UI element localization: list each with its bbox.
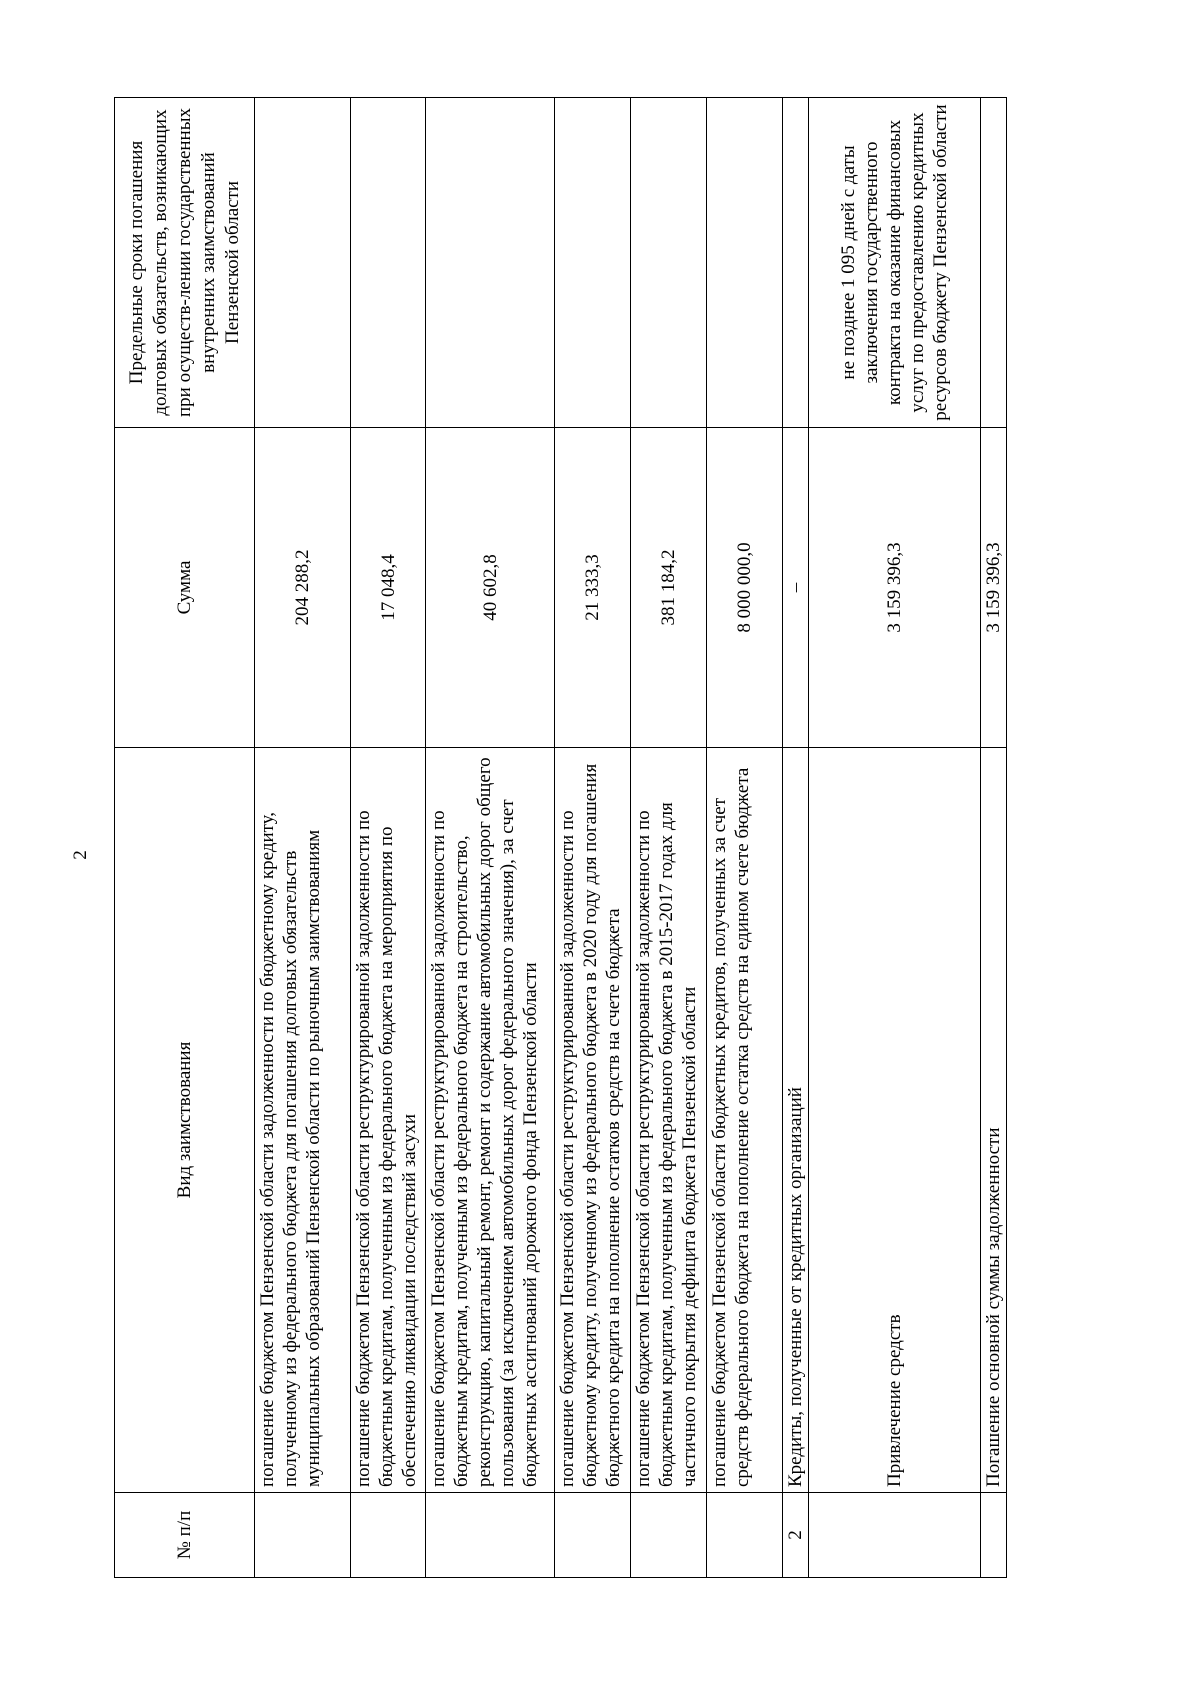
row-term (555, 98, 631, 428)
row-term (631, 98, 707, 428)
row-sum: 40 602,8 (426, 428, 555, 748)
borrowings-table-rotated (114, 98, 1059, 1578)
table-row (707, 98, 783, 1578)
row-sum: 3 159 396,3 (981, 428, 1007, 748)
header-row (115, 98, 255, 1578)
row-kind: Привлечение средств (809, 748, 981, 1493)
row-sum: – (783, 428, 809, 748)
row-kind: погашение бюджетом Пензенской области реструктурированной задолженности по бюджетному кредиту, полученному из федерального бюджета в 2020 году для погашения бюджетного кредита на пополнение остатков средств на счете бюджета (555, 748, 631, 1493)
row-num (351, 1493, 426, 1578)
table-row (555, 98, 631, 1578)
row-kind: погашение бюджетом Пензенской области реструктурированной задолженности по бюджетным кредитам, полученным из федерального бюджета на мероприятия по обеспечению ликвидации последствий засухи (351, 748, 426, 1493)
row-kind: погашение бюджетом Пензенской области реструктурированной задолженности по бюджетным кредитам, полученным из федерального бюджета в 2015-2017 годах для частичного покрытия дефицита бюджета Пензенской области (631, 748, 707, 1493)
row-kind: погашение бюджетом Пензенской области задолженности по бюджетному кредиту, полученному из федерального бюджета для погашения долговых обязательств муниципальных образований Пензенской области по рыночным заимствованиям (255, 748, 351, 1493)
header-term: Предельные сроки погашения долговых обязательств, возникающих при осуществ-лении государственных внутренних заимствований Пензенской области (115, 98, 255, 428)
table-row (981, 98, 1007, 1578)
row-kind: погашение бюджетом Пензенской области реструктурированной задолженности по бюджетным кредитам, полученным из федерального бюджета на строительство, реконструкцию, капитальный ремонт, ремонт и содержание автомобильных дорог общего пользования (за исключением автомобильных дорог федерального значения), за счет бюджетных ассигнований дорожного фонда Пензенской области (426, 748, 555, 1493)
row-sum: 381 184,2 (631, 428, 707, 748)
header-sum: Сумма (115, 428, 255, 748)
row-num (809, 1493, 981, 1578)
row-term (981, 98, 1007, 428)
row-kind: Кредиты, полученные от кредитных организаций (783, 748, 809, 1493)
table-row (426, 98, 555, 1578)
table-row (255, 98, 351, 1578)
row-num (981, 1493, 1007, 1578)
row-num (555, 1493, 631, 1578)
header-num: № п/п (115, 1493, 255, 1578)
row-sum: 21 333,3 (555, 428, 631, 748)
row-sum: 17 048,4 (351, 428, 426, 748)
row-kind: Погашение основной суммы задолженности (981, 748, 1007, 1493)
header-kind: Вид заимствования (115, 748, 255, 1493)
row-sum: 8 000 000,0 (707, 428, 783, 748)
row-term (426, 98, 555, 428)
row-sum: 204 288,2 (255, 428, 351, 748)
row-term (707, 98, 783, 428)
row-num (707, 1493, 783, 1578)
table-row (631, 98, 707, 1578)
row-num (255, 1493, 351, 1578)
row-term (351, 98, 426, 428)
borrowings-table (114, 97, 1007, 1578)
table-row (351, 98, 426, 1578)
table-row (809, 98, 981, 1578)
row-num (631, 1493, 707, 1578)
row-num: 2 (783, 1493, 809, 1578)
table-row (783, 98, 809, 1578)
row-sum: 3 159 396,3 (809, 428, 981, 748)
page-number: 2 (69, 850, 91, 860)
row-num (426, 1493, 555, 1578)
row-term (783, 98, 809, 428)
row-term: не позднее 1 095 дней с даты заключения государственного контракта на оказание финансовых услуг по предоставлению кредитных ресурсов бюджету Пензенской области (809, 98, 981, 428)
row-term (255, 98, 351, 428)
row-kind: погашение бюджетом Пензенской области бюджетных кредитов, полученных за счет средств федерального бюджета на пополнение остатка средств на едином счете бюджета (707, 748, 783, 1493)
